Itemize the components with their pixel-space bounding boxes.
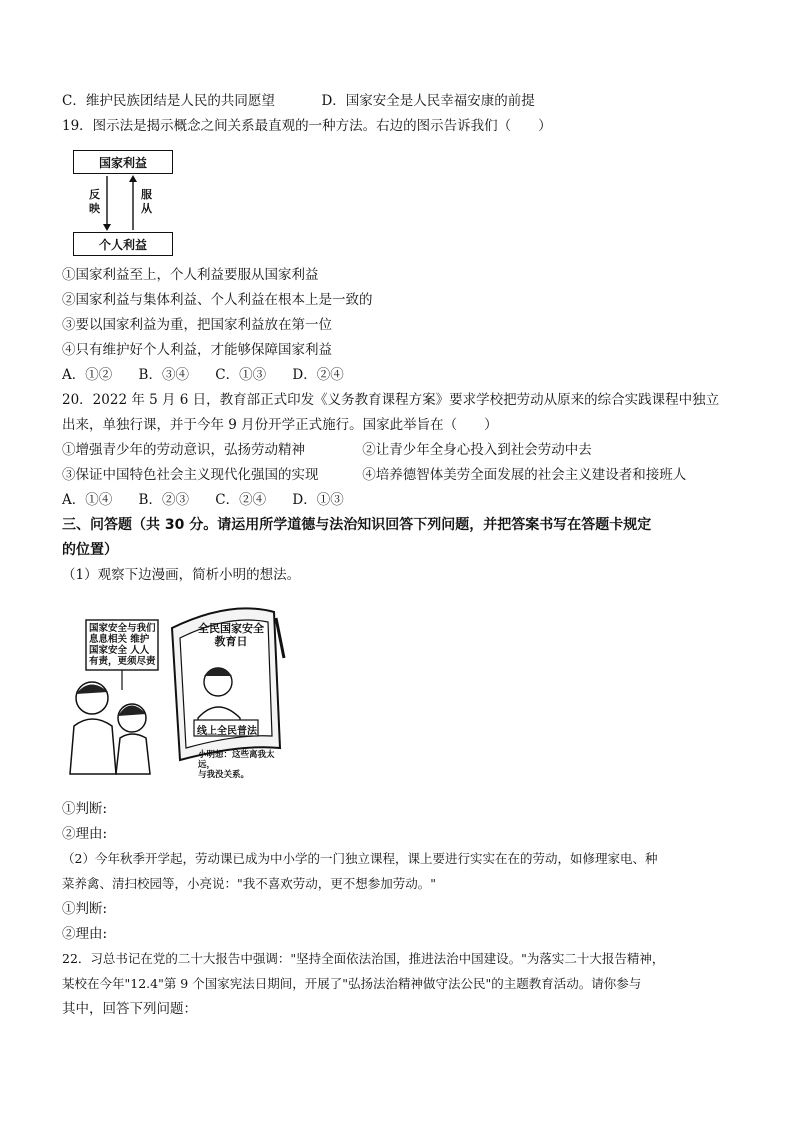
- q18-option-d: D．国家安全是人民幸福安康的前提: [321, 93, 535, 109]
- q20-statement-2: ②让青少年全身心投入到社会劳动中去: [362, 442, 592, 458]
- q19-choice-c: C．①③: [215, 367, 267, 383]
- diagram-down-label: 反映: [89, 188, 100, 215]
- section3-sub1: （1）观察下边漫画，简析小明的想法。: [62, 567, 301, 583]
- q20-stem-line1: 20．2022 年 5 月 6 日，教育部正式印发《义务教育课程方案》要求学校把劳动从原来的综合实践课程中独立: [62, 392, 720, 408]
- q19-statement-1: ①国家利益至上，个人利益要服从国家利益: [62, 267, 319, 283]
- q20-statements-row2: [62, 466, 686, 484]
- q22-line3: 其中，回答下列问题：: [62, 1001, 197, 1017]
- sign-line-2: 息息相关 维护: [89, 634, 150, 645]
- screen-title-line1: 全民国家安全: [198, 622, 264, 635]
- sub1-judge: ①判断:: [62, 801, 108, 817]
- q20-stem-line2: 出来，单独行课，并于今年 9 月份开学正式施行。国家此举旨在（ ）: [62, 417, 498, 433]
- sign-line-4: 有责，更须尽责: [89, 656, 156, 667]
- section3-heading-line2: 的位置）: [62, 542, 118, 558]
- sub2-line2: 菜养禽、清扫校园等，小亮说："我不喜欢劳动，更不想参加劳动。": [62, 876, 437, 891]
- q19-choices: [62, 366, 366, 384]
- screen-title-line2: 教育日: [214, 635, 248, 648]
- diagram-top-box: 国家利益: [73, 150, 173, 174]
- q22-line1: 22．习总书记在党的二十大报告中强调："坚持全面依法治国，推进法治中国建设。"为落实二十大报告精神，: [62, 951, 665, 966]
- sub2-reason: ②理由:: [62, 926, 108, 942]
- q20-statement-1: ①增强青少年的劳动意识，弘扬劳动精神: [62, 442, 305, 458]
- q19-choice-b: B．③④: [138, 367, 189, 383]
- diagram-up-label: 服从: [141, 188, 152, 215]
- q20-choice-b: B．②③: [138, 492, 189, 508]
- screen-title: [194, 622, 268, 648]
- cartoon-sign: [89, 623, 159, 667]
- q18-option-c: C．维护民族团结是人民的共同愿望: [62, 93, 275, 109]
- q19-choice-a: A．①②: [62, 367, 113, 383]
- cartoon-illustration: [60, 598, 290, 778]
- q20-choice-d: D．①③: [292, 492, 344, 508]
- sub2-judge: ①判断:: [62, 901, 108, 917]
- q18-options-cd: [62, 92, 535, 110]
- q19-statement-3: ③要以国家利益为重，把国家利益放在第一位: [62, 317, 332, 333]
- diagram-bottom-box: 个人利益: [73, 232, 173, 256]
- q20-statement-4: ④培养德智体美劳全面发展的社会主义建设者和接班人: [362, 467, 687, 483]
- q22-line2: 某校在今年"12.4"第 9 个国家宪法日期间，开展了"弘扬法治精神做守法公民"的主题教育活动。请你参与: [62, 976, 642, 991]
- thought-line1: 小明想：这些离我太远，: [198, 750, 275, 770]
- q19-statement-2: ②国家利益与集体利益、个人利益在根本上是一致的: [62, 292, 373, 308]
- q20-choices: [62, 491, 366, 509]
- section3-heading-line1: 三、问答题（共 30 分。请运用所学道德与法治知识回答下列问题，并把答案书写在答题卡规定: [62, 517, 652, 533]
- sub2-line1: （2）今年秋季开学起，劳动课已成为中小学的一门独立课程，课上要进行实实在在的劳动，如修理家电、种: [62, 851, 658, 866]
- q19-stem: 19．图示法是揭示概念之间关系最直观的一种方法。右边的图示告诉我们（ ）: [62, 118, 552, 134]
- q20-statement-3: ③保证中国特色社会主义现代化强国的实现: [62, 467, 319, 483]
- q19-statement-4: ④只有维护好个人利益，才能够保障国家利益: [62, 342, 332, 358]
- screen-banner: 线上全民普法: [197, 726, 257, 737]
- q20-statements-row1: [62, 441, 592, 459]
- q20-choice-c: C．②④: [215, 492, 267, 508]
- xiaoming-thought: [198, 750, 290, 780]
- q20-choice-a: A．①④: [62, 492, 113, 508]
- q19-diagram: [73, 150, 173, 256]
- sub1-reason: ②理由:: [62, 826, 108, 842]
- diagram-arrows: [73, 174, 173, 232]
- q19-choice-d: D．②④: [292, 367, 344, 383]
- thought-line2: 与我没关系。: [198, 770, 250, 780]
- sign-line-3: 国家安全 人人: [89, 645, 150, 656]
- sign-line-1: 国家安全与我们: [89, 623, 156, 634]
